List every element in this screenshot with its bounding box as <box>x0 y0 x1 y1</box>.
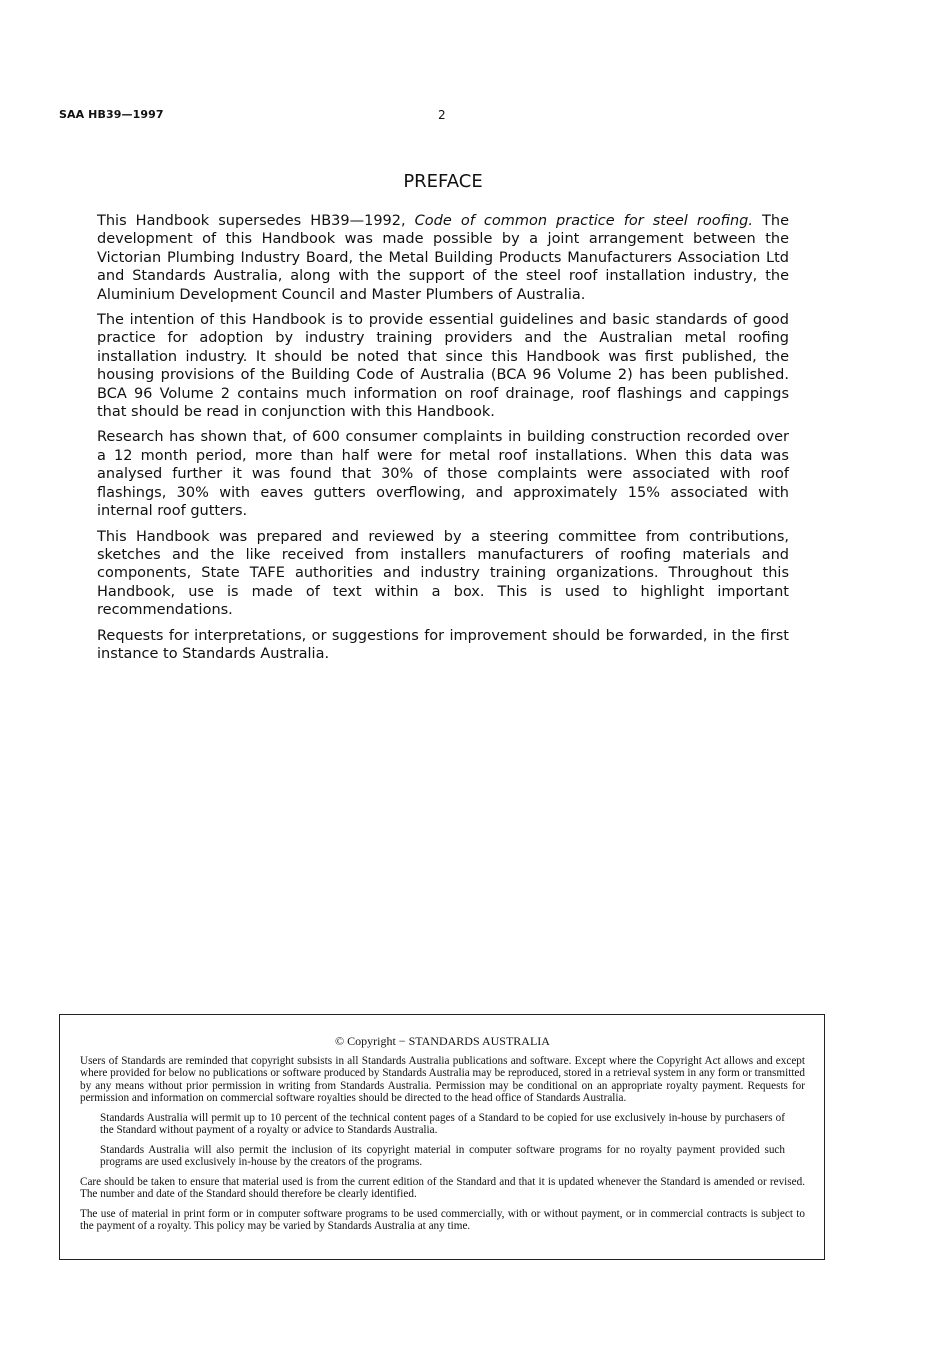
preface-paragraph-5: Requests for interpretations, or suggestions for improvement should be forwarded, in the first instance to Standards Australia. <box>97 627 789 662</box>
copyright-paragraph-2: Standards Australia will permit up to 10 percent of the technical content pages of a Standard to be copied for use exclusively in-house by purchasers of the Standard without payment of a royalty or advice to Standards Australia. <box>100 1111 785 1136</box>
preface-paragraph-1-rest: The development of this Handbook was made possible by a joint arrangement between the Victorian Plumbing Industry Board, the Metal Building Products Manufacturers Association Ltd and Standards Australia, along with the support of the steel roof installation industry, the Aluminium Development Council and Master Plumbers of Australia. <box>97 213 789 303</box>
preface-title: PREFACE <box>403 171 483 192</box>
preface-paragraph-1-lead: This Handbook supersedes HB39—1992, <box>97 213 415 229</box>
preface-paragraph-1 <box>97 212 789 304</box>
document-id: SAA HB39—1997 <box>59 108 164 121</box>
copyright-paragraph-4: Care should be taken to ensure that material used is from the current edition of the Standard and that it is updated whenever the Standard is amended or revised. The number and date of the Standard should therefore be clearly identified. <box>80 1175 805 1200</box>
page-number: 2 <box>438 108 446 122</box>
preface-body <box>97 212 789 670</box>
preface-paragraph-3: Research has shown that, of 600 consumer complaints in building construction recorded over a 12 month period, more than half were for metal roof installations. When this data was analysed further it was found that 30% of those complaints were associated with roof flashings, 30% with eaves gutters overflowing, and approximately 15% associated with internal roof gutters. <box>97 429 789 520</box>
superseded-handbook-title: Code of common practice for steel roofing. <box>414 213 753 229</box>
copyright-paragraph-5: The use of material in print form or in computer software programs to be used commercially, with or without payment, or in commercial contracts is subject to the payment of a royalty. This policy may be varied by Standards Australia at any time. <box>80 1207 805 1232</box>
copyright-paragraph-1: Users of Standards are reminded that copyright subsists in all Standards Australia publications and software. Except where the Copyright Act allows and except where provided for below no publications or software produced by Standards Australia may be reproduced, stored in a retrieval system in any form or transmitted by any means without prior permission in writing from Standards Australia. Permission may be conditional on an appropriate royalty payment. Requests for permission and information on commercial software royalties should be directed to the head office of Standards Australia. <box>80 1054 805 1104</box>
copyright-notice-box <box>59 1014 825 1260</box>
copyright-title: © Copyright − STANDARDS AUSTRALIA <box>335 1034 550 1048</box>
copyright-paragraph-3: Standards Australia will also permit the inclusion of its copyright material in computer software programs for no royalty payment provided such programs are used exclusively in-house by the creators of the programs. <box>100 1143 785 1168</box>
preface-paragraph-2: The intention of this Handbook is to provide essential guidelines and basic standards of good practice for adoption by industry training providers and the Australian metal roofing installation industry. It should be noted that since this Handbook was first published, the housing provisions of the Building Code of Australia (BCA 96 Volume 2) has been published. BCA 96 Volume 2 contains much information on roof drainage, roof flashings and cappings that should be read in conjunction with this Handbook. <box>97 312 789 421</box>
preface-paragraph-4: This Handbook was prepared and reviewed by a steering committee from contributions, sketches and the like received from installers manufacturers of roofing materials and components, State TAFE authorities and industry training organizations. Throughout this Handbook, use is made of text within a box. This is used to highlight important recommendations. <box>97 528 789 619</box>
